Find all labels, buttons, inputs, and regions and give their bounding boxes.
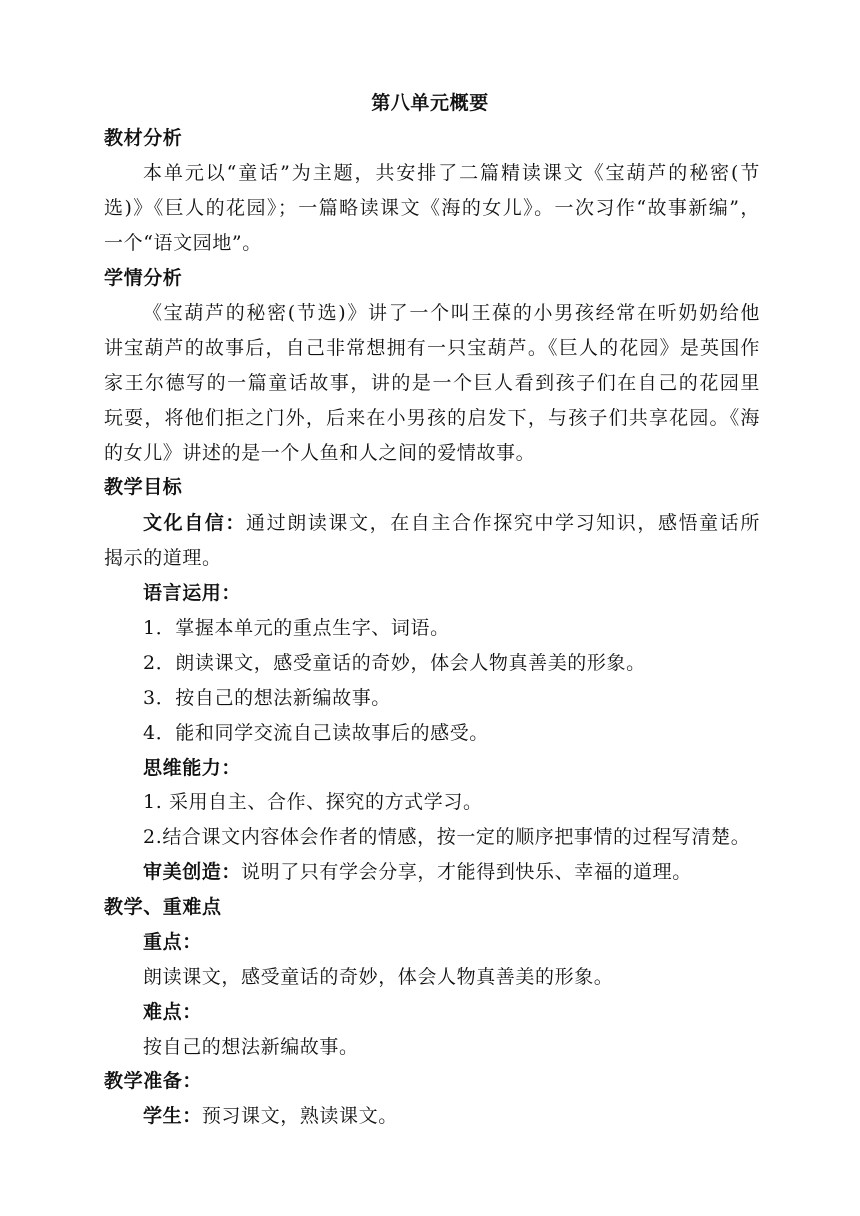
hard-label: 难点： — [143, 1001, 202, 1023]
paragraph-line: 玩耍，将他们拒之门外，后来在小男孩的启发下，与孩子们共享花园。《海 — [104, 407, 760, 429]
thinking-label: 思维能力： — [143, 757, 242, 779]
list-item: 2.结合课文内容体会作者的情感，按一定的顺序把事情的过程写清楚。 — [143, 826, 751, 848]
aesthetic-text: 说明了只有学会分享，才能得到快乐、幸福的道理。 — [241, 861, 692, 883]
language-label: 语言运用： — [143, 582, 242, 604]
paragraph-line: 讲宝葫芦的故事后，自己非常想拥有一只宝葫芦。《巨人的花园》是英国作 — [104, 337, 760, 359]
culture-line — [143, 506, 760, 540]
student-label: 学生： — [143, 1105, 202, 1127]
culture-text: 通过朗读课文，在自主合作探究中学习知识，感悟童话所 — [246, 512, 760, 534]
paragraph-line: 的女儿》讲述的是一个人鱼和人之间的爱情故事。 — [104, 442, 536, 464]
section-heading-teaching-goals: 教学目标 — [104, 476, 183, 498]
section-heading-student-analysis: 学情分析 — [104, 267, 183, 289]
list-item: 2．朗读课文，感受童话的奇妙，体会人物真善美的形象。 — [143, 652, 646, 674]
aesthetic-label: 审美创造： — [143, 861, 242, 883]
section-heading-textbook-analysis: 教材分析 — [104, 127, 183, 149]
list-item: 4．能和同学交流自己读故事后的感受。 — [143, 722, 489, 744]
paragraph-line: 本单元以“童话”为主题，共安排了二篇精读课文《宝葫芦的秘密(节 — [143, 162, 760, 184]
list-item: 3．按自己的想法新编故事。 — [143, 687, 391, 709]
paragraph-line: 揭示的道理。 — [104, 547, 222, 569]
paragraph-line: 《宝葫芦的秘密(节选)》讲了一个叫王葆的小男孩经常在听奶奶给他 — [143, 302, 760, 324]
hard-text: 按自己的想法新编故事。 — [143, 1036, 359, 1058]
aesthetic-line — [143, 855, 760, 889]
section-heading-preparation: 教学准备： — [104, 1070, 203, 1092]
student-line — [143, 1099, 760, 1133]
key-text: 朗读课文，感受童话的奇妙，体会人物真善美的形象。 — [143, 966, 614, 988]
paragraph-line: 选)》《巨人的花园》；一篇略读课文《海的女儿》。一次习作“故事新编”， — [104, 197, 760, 219]
paragraph-line: 一个“语文园地”。 — [104, 232, 262, 254]
section-heading-key-points: 教学、重难点 — [104, 896, 222, 918]
culture-label: 文化自信： — [143, 512, 246, 534]
key-label: 重点： — [143, 931, 202, 953]
paragraph-line: 家王尔德写的一篇童话故事，讲的是一个巨人看到孩子们在自己的花园里 — [104, 372, 760, 394]
list-item: 1．掌握本单元的重点生字、词语。 — [143, 617, 450, 639]
page-title: 第八单元概要 — [371, 92, 489, 114]
student-text: 预习课文，熟读课文。 — [201, 1105, 398, 1127]
list-item: 1. 采用自主、合作、探究的方式学习。 — [143, 791, 483, 813]
